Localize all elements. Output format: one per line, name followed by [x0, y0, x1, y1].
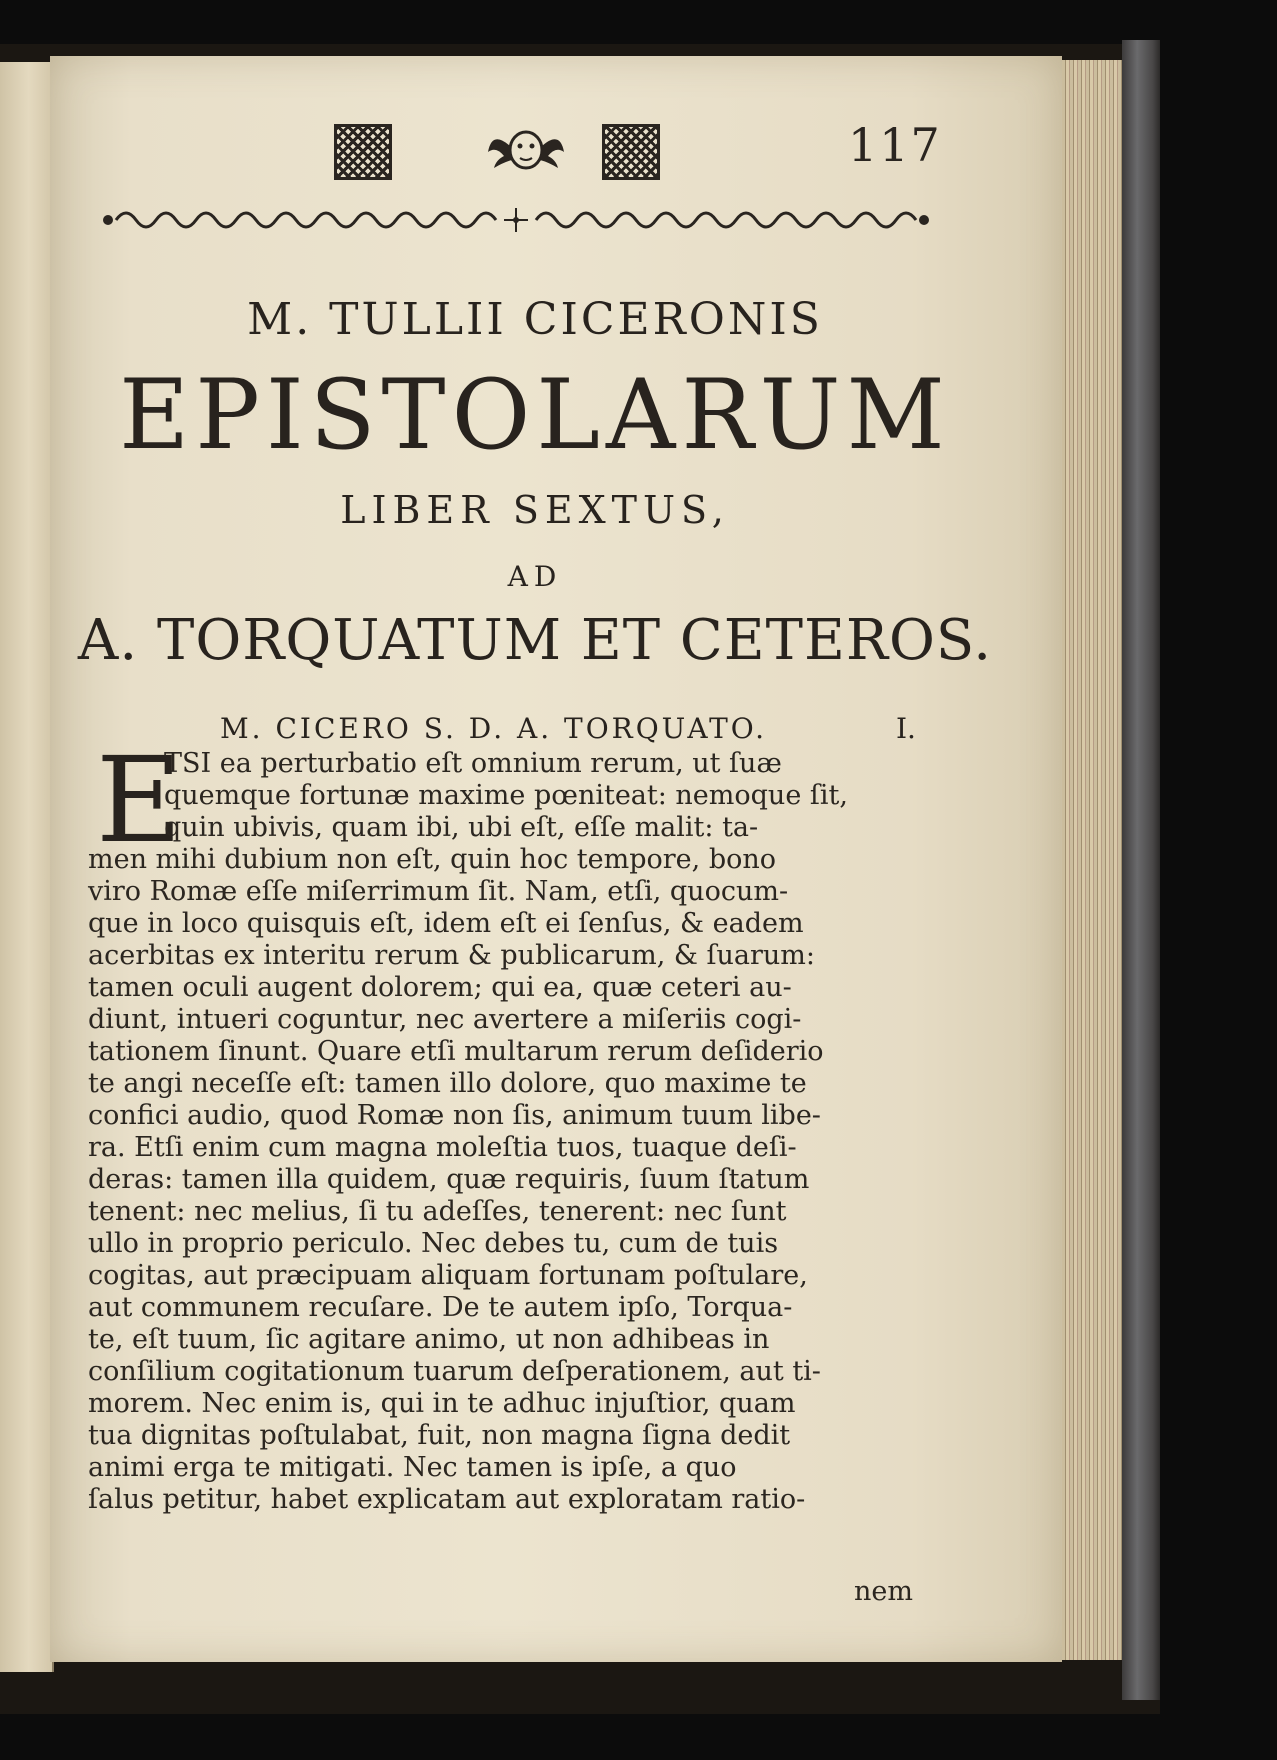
- text-line: quin ubivis, quam ibi, ubi eſt, eſſe malit: ta-: [164, 812, 759, 843]
- book-spine: [1122, 40, 1160, 1700]
- title-main: EPISTOLARUM: [119, 359, 951, 471]
- ornament-block-icon: [602, 124, 660, 180]
- drop-cap: E: [96, 731, 183, 869]
- ornament-block-icon: [334, 124, 392, 180]
- text-line: te angi neceſſe eſt: tamen illo dolore, quo maxime te: [88, 1068, 807, 1099]
- decorative-rule-icon: [100, 206, 932, 234]
- title-book: LIBER SEXTUS,: [340, 488, 730, 532]
- text-line: tamen oculi augent dolorem; qui ea, quæ ceteri au-: [88, 972, 792, 1003]
- text-line: ſalus petitur, habet explicatam aut exploratam ratio-: [88, 1484, 806, 1515]
- text-line: diunt, intueri coguntur, nec avertere a miſeriis cogi-: [88, 1004, 802, 1035]
- text-line: ra. Etſi enim cum magna moleſtia tuos, tuaque deſi-: [88, 1132, 797, 1163]
- text-line: men mihi dubium non eſt, quin hoc tempore, bono: [88, 844, 776, 875]
- text-line: viro Romæ eſſe miſerrimum ſit. Nam, etſi, quocum-: [88, 876, 789, 907]
- text-line: conſilium cogitationum tuarum deſperationem, aut ti-: [88, 1356, 821, 1387]
- text-line: cogitas, aut præcipuam aliquam fortunam poſtulare,: [88, 1260, 808, 1291]
- epistle-number: I.: [896, 712, 916, 745]
- cherub-ornament-icon: [486, 122, 566, 178]
- text-line: morem. Nec enim is, qui in te adhuc injuſtior, quam: [88, 1388, 796, 1419]
- page-number: 117: [848, 118, 942, 172]
- left-page-edge: [0, 62, 54, 1672]
- text-line: que in loco quisquis eſt, idem eſt ei ſenſus, & eadem: [88, 908, 804, 939]
- text-line: tationem ſinunt. Quare etſi multarum rerum deſiderio: [88, 1036, 824, 1067]
- text-line: te, eſt tuum, ſic agitare animo, ut non adhibeas in: [88, 1324, 770, 1355]
- text-line: animi erga te mitigati. Nec tamen is ipſe, a quo: [88, 1452, 737, 1483]
- running-head: [320, 118, 970, 188]
- text-line: acerbitas ex interitu rerum & publicarum, & ſuarum:: [88, 940, 815, 971]
- salutation: M. CICERO S. D. A. TORQUATO.: [220, 712, 767, 745]
- text-line: ullo in proprio periculo. Nec debes tu, cum de tuis: [88, 1228, 779, 1259]
- text-line: tenent: nec melius, ſi tu adeſſes, tenerent: nec ſunt: [88, 1196, 787, 1227]
- text-line: confici audio, quod Romæ non ſis, animum tuum libe-: [88, 1100, 821, 1131]
- title-author: M. TULLII CICERONIS: [247, 294, 823, 345]
- page-fore-edge: [1062, 60, 1122, 1660]
- text-line: TSI ea perturbatio eſt omnium rerum, ut ſuæ: [164, 748, 782, 779]
- text-line: quemque fortunæ maxime pœniteat: nemoque ſit,: [164, 780, 848, 811]
- text-line: aut communem recuſare. De te autem ipſo, Torqua-: [88, 1292, 793, 1323]
- text-line: tua dignitas poſtulabat, fuit, non magna ſigna dedit: [88, 1420, 791, 1451]
- catchword: nem: [854, 1576, 913, 1607]
- text-line: deras: tamen illa quidem, quæ requiris, ſuum ſtatum: [88, 1164, 810, 1195]
- title-recipients: A. TORQUATUM ET CETEROS.: [77, 608, 993, 673]
- title-ad: AD: [507, 560, 563, 593]
